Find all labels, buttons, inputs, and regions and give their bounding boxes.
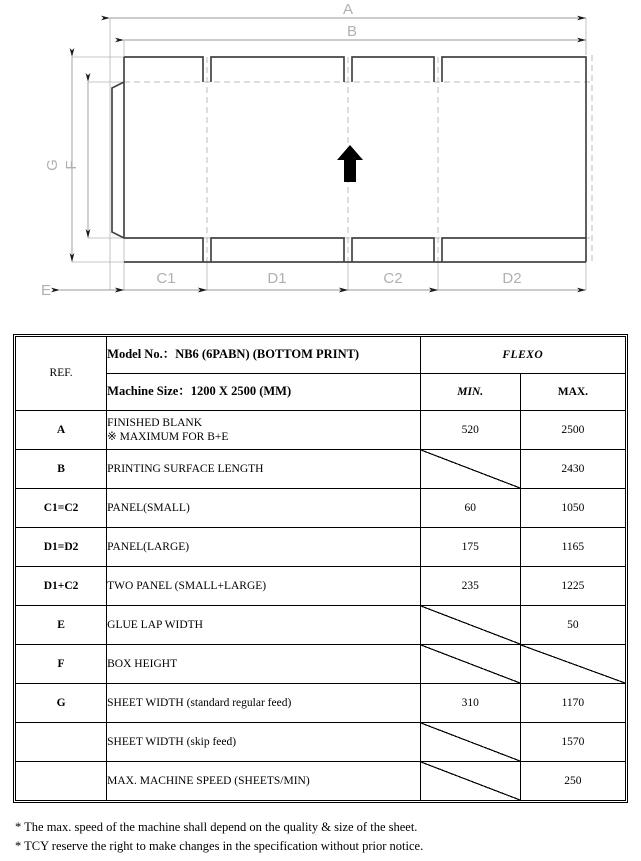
- row-max-value: 2500: [520, 411, 625, 450]
- header-model-no: Model No.：NB6 (6PABN) (BOTTOM PRINT): [107, 337, 421, 374]
- label-e: E: [40, 282, 52, 299]
- table-row: [16, 762, 626, 801]
- header-flexo: FLEXO: [420, 337, 625, 374]
- table-row: [16, 411, 626, 450]
- label-a: A: [342, 1, 354, 18]
- specification-table-container: [15, 336, 626, 801]
- dimension-lines: [60, 18, 586, 290]
- header-ref: REF.: [16, 337, 107, 411]
- row-description: [107, 723, 421, 762]
- grain-direction-arrow: [337, 145, 363, 182]
- row-max-value: 1170: [520, 684, 625, 723]
- row-min-value: [420, 723, 520, 762]
- header-min-text: MIN.: [457, 385, 484, 398]
- table-row: [16, 450, 626, 489]
- row-description: [107, 489, 421, 528]
- header-max: MAX.: [520, 374, 625, 411]
- row-description: [107, 684, 421, 723]
- table-header-row-2: [16, 374, 626, 411]
- blank-layout-diagram: [0, 0, 641, 320]
- row-ref: C1=C2: [16, 489, 107, 528]
- row-description: [107, 528, 421, 567]
- row-description-line1: PANEL(SMALL): [107, 501, 190, 514]
- row-max-value: 1570: [520, 723, 625, 762]
- row-max-value: 250: [520, 762, 625, 801]
- header-min: [420, 374, 520, 411]
- diagram-svg: [0, 0, 641, 320]
- row-description-line1: SHEET WIDTH (standard regular feed): [107, 696, 292, 709]
- row-ref: A: [16, 411, 107, 450]
- label-c1: C1: [156, 270, 176, 287]
- footnote-2: * TCY reserve the right to make changes in the specification without prior notice.: [15, 839, 424, 854]
- row-description-line1: GLUE LAP WIDTH: [107, 618, 203, 631]
- row-min-value: 175: [420, 528, 520, 567]
- table-row: [16, 567, 626, 606]
- label-d1: D1: [267, 270, 287, 287]
- row-max-value: [520, 645, 625, 684]
- row-min-value: 60: [420, 489, 520, 528]
- row-description: [107, 645, 421, 684]
- label-f: F: [63, 160, 80, 170]
- specification-table: [15, 336, 626, 801]
- row-description-line2: ※ MAXIMUM FOR B+E: [107, 431, 229, 443]
- row-ref: F: [16, 645, 107, 684]
- row-description-line1: FINISHED BLANK: [107, 416, 203, 429]
- row-description: [107, 606, 421, 645]
- row-max-value: 2430: [520, 450, 625, 489]
- row-description-line1: PRINTING SURFACE LENGTH: [107, 462, 264, 475]
- row-max-value: 1165: [520, 528, 625, 567]
- header-machine-size: Machine Size：1200 X 2500 (MM): [107, 374, 421, 411]
- row-min-value: [420, 645, 520, 684]
- label-g: G: [44, 159, 61, 171]
- row-description-line1: TWO PANEL (SMALL+LARGE): [107, 579, 267, 592]
- row-description-line1: MAX. MACHINE SPEED (SHEETS/MIN): [107, 774, 310, 787]
- row-ref: [16, 762, 107, 801]
- table-row: [16, 684, 626, 723]
- row-min-value: 310: [420, 684, 520, 723]
- footnotes: [15, 818, 625, 857]
- extension-lines: [72, 18, 586, 290]
- table-row: [16, 606, 626, 645]
- table-row: [16, 489, 626, 528]
- row-description: [107, 567, 421, 606]
- row-min-value: [420, 450, 520, 489]
- row-ref: E: [16, 606, 107, 645]
- row-min-value: [420, 762, 520, 801]
- row-min-value: 235: [420, 567, 520, 606]
- diagram-labels: [41, 1, 522, 299]
- row-max-value: 50: [520, 606, 625, 645]
- footnote-1: * The max. speed of the machine shall depend on the quality & size of the sheet.: [15, 820, 418, 834]
- row-description: [107, 411, 421, 450]
- row-min-value: [420, 606, 520, 645]
- row-min-value: 520: [420, 411, 520, 450]
- row-ref: G: [16, 684, 107, 723]
- table-header-row-1: [16, 337, 626, 374]
- table-row: [16, 528, 626, 567]
- row-description-line1: PANEL(LARGE): [107, 540, 190, 553]
- row-description: [107, 762, 421, 801]
- row-ref: B: [16, 450, 107, 489]
- table-row: [16, 723, 626, 762]
- row-description-line1: SHEET WIDTH (skip feed): [107, 735, 237, 748]
- row-description-line1: BOX HEIGHT: [107, 657, 178, 670]
- row-description: [107, 450, 421, 489]
- table-row: [16, 645, 626, 684]
- label-d2: D2: [502, 270, 522, 287]
- row-max-value: 1050: [520, 489, 625, 528]
- row-ref: [16, 723, 107, 762]
- label-b: B: [346, 23, 358, 40]
- row-ref: D1+C2: [16, 567, 107, 606]
- row-ref: D1=D2: [16, 528, 107, 567]
- row-max-value: 1225: [520, 567, 625, 606]
- label-c2: C2: [383, 270, 403, 287]
